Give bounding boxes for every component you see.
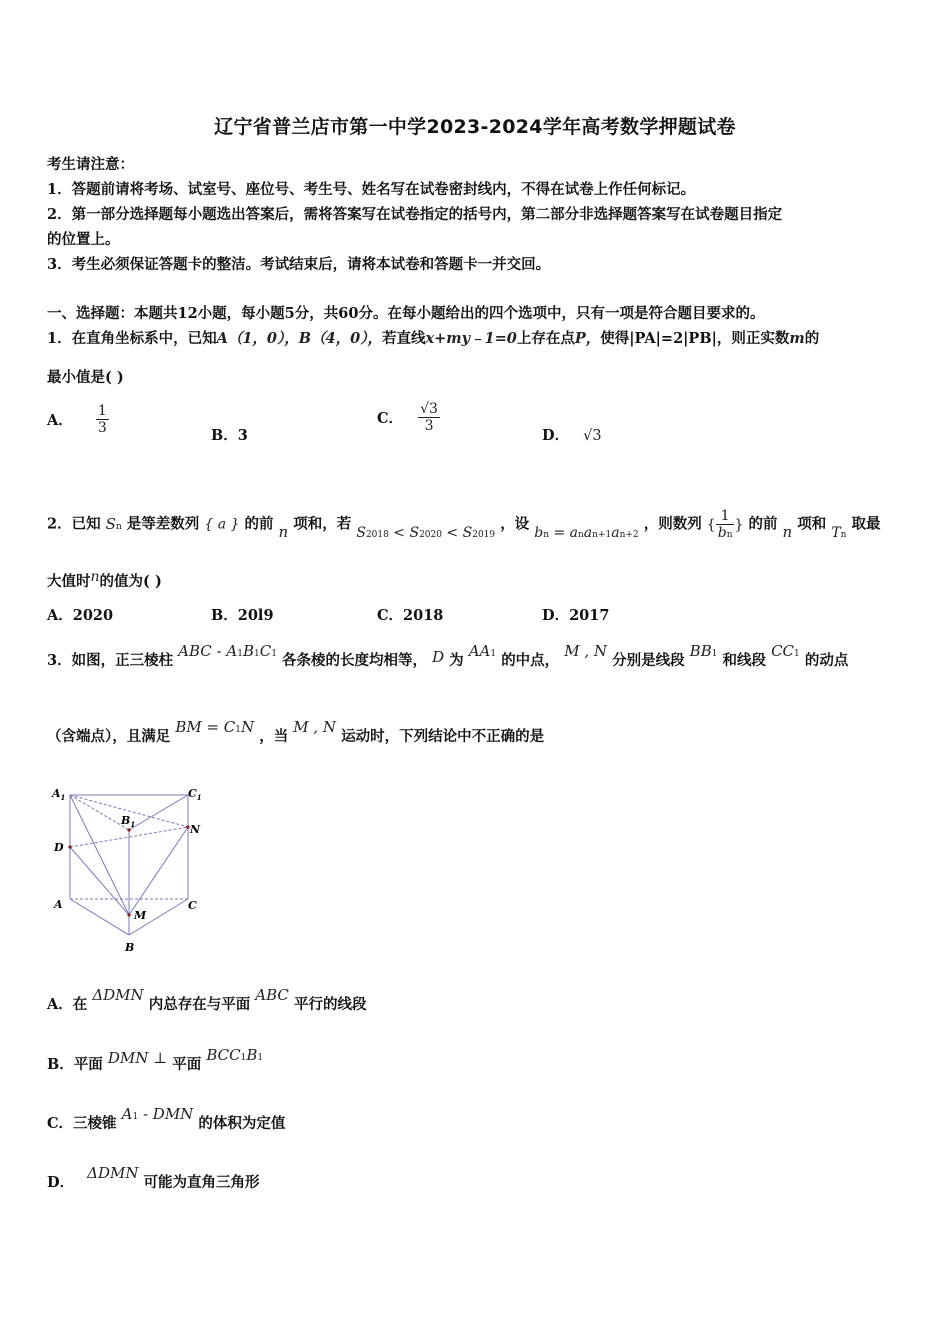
q1-option-a-fraction — [96, 403, 109, 436]
notice-heading: 考生请注意： — [47, 156, 134, 173]
q2-sum-t: Tn — [831, 524, 847, 541]
q3-edge-aa1: AA1 — [468, 642, 497, 660]
point-m-dot — [127, 913, 130, 916]
q1-option-b: B．3 — [211, 427, 248, 444]
q2-line2 — [47, 570, 162, 591]
q2-sum-s: Sn — [105, 514, 122, 533]
q2-sub-2019: 2019 — [472, 529, 496, 540]
q3-edge-cc1: CC1 — [771, 642, 800, 660]
prism-figure — [40, 775, 220, 960]
q2-reciprocal-seq: { $\frac{1}{bn}$ } — [706, 508, 744, 541]
q1-text-d: 使得|PA|=2|PB|，则正实数 — [600, 330, 790, 347]
q1-option-c-fraction — [418, 401, 440, 434]
fraction-denominator: 3 — [424, 418, 434, 434]
q2-n-3: n — [90, 569, 100, 585]
q3-points-mn: M , N — [564, 642, 608, 660]
q1-text-b: 若直线 — [381, 330, 426, 347]
q3-line2 — [47, 718, 545, 746]
q1-var-m: m — [789, 330, 805, 347]
q3-points-mn-2: M , N — [293, 718, 337, 736]
q3-option-a-mid: 内总存在与平面 — [148, 996, 251, 1013]
q1-point-b: B（4，0）， — [298, 330, 382, 347]
q3-option-b-label: B．平面 — [47, 1056, 103, 1073]
q2-text-4: 项和，若 — [293, 515, 352, 533]
q3-option-a-end: 平行的线段 — [293, 996, 367, 1013]
q2-sub-2018: 2018 — [365, 529, 389, 540]
label-b: B — [125, 941, 135, 954]
q3-text-1: 3．如图，正三棱柱 — [47, 652, 174, 669]
q2-sum-t-symbol: T — [831, 524, 841, 541]
q3-line2-c: 运动时，下列结论中不正确的是 — [341, 728, 545, 745]
q2-text-9: 取最 — [851, 515, 881, 533]
q3-option-a-plane: ABC — [255, 986, 289, 1004]
q3-option-b-mid: 平面 — [172, 1056, 202, 1073]
q2-text-1: 2．已知 — [47, 515, 101, 533]
q3-text-7: 的动点 — [804, 652, 849, 669]
q3-line2-b: ，当 — [259, 728, 289, 745]
q3-option-d-math: ΔDMN — [87, 1164, 139, 1182]
q1-option-a-label: A． — [47, 412, 73, 429]
q3-edge-cc1-symbol: CC — [771, 642, 795, 660]
q1-line2: 最小值是( ) — [47, 369, 124, 386]
q1-option-d-value: √3 — [583, 428, 602, 444]
segment-a1m — [70, 795, 129, 915]
q3-option-c-end: 的体积为定值 — [198, 1115, 286, 1132]
page-title: 辽宁省普兰店市第一中学2023-2024学年高考数学押题试卷 — [214, 116, 736, 138]
q2-option-c: C．2018 — [377, 607, 444, 624]
label-n: N — [190, 823, 201, 836]
q3-point-d: D — [432, 648, 445, 666]
q3-option-d-label: D． — [47, 1174, 75, 1191]
q3-option-a-label: A．在 — [47, 996, 88, 1013]
q2-text-3: 的前 — [244, 515, 274, 533]
q3-line1 — [47, 642, 849, 670]
q3-edge-bb1-symbol: BB — [689, 642, 712, 660]
notice-item-2-cont: 的位置上。 — [47, 231, 120, 248]
q3-option-a-math: ΔDMN — [92, 986, 144, 1004]
label-c1: $C_1$ — [188, 787, 202, 802]
q1-option-d — [542, 424, 602, 445]
q1-option-c-label: C． — [377, 410, 404, 427]
q3-text-4: 的中点， — [501, 652, 560, 669]
q3-text-5: 分别是线段 — [612, 652, 685, 669]
q2-option-b: B．20l9 — [211, 607, 274, 624]
q2-seq-a — [204, 517, 239, 533]
q2-sub-2020: 2020 — [419, 529, 442, 540]
label-m: M — [134, 909, 147, 922]
fraction-numerator: √3 — [420, 401, 438, 417]
notice-item-1: 1．答题前请将考场、试室号、座位号、考生号、姓名写在试卷密封线内，不得在试卷上作任何标记。 — [47, 181, 696, 198]
q3-option-b-math: DMN ⊥ — [107, 1049, 168, 1067]
q2-line1 — [47, 508, 881, 541]
q1-option-a — [47, 403, 109, 436]
q3-option-c-label: C．三棱锥 — [47, 1115, 117, 1132]
q3-option-b-plane: BCC1B1 — [206, 1046, 264, 1064]
q1-line-equation: x+my﹣1=0 — [425, 330, 517, 347]
fraction-numerator: 1 — [97, 403, 107, 419]
label-d: D — [54, 841, 64, 854]
q3-option-b — [47, 1046, 264, 1074]
label-b1: $B_1$ — [121, 814, 136, 829]
edge-b1c1 — [129, 795, 188, 830]
q1-point-a: A（1，0）， — [216, 330, 299, 347]
q1-line1 — [47, 327, 819, 348]
q1-option-d-label: D． — [542, 427, 570, 444]
q1-option-c — [377, 401, 440, 434]
q3-option-d-end: 可能为直角三角形 — [143, 1174, 260, 1191]
q1-text-c: 上存在点 — [516, 330, 575, 347]
q1-text-e: 的 — [804, 330, 820, 347]
q3-option-c — [47, 1105, 286, 1133]
segment-mn — [129, 827, 188, 915]
q2-option-a: A．2020 — [47, 607, 114, 624]
q3-text-2: 各条棱的长度均相等， — [282, 652, 427, 669]
q1-text-a: 1．在直角坐标系中，已知 — [47, 330, 217, 347]
q2-b-definition: bn = anan+1an+2 — [534, 524, 639, 541]
q3-text-3: 为 — [449, 652, 464, 669]
q3-option-a — [47, 986, 367, 1014]
q2-line2-a: 大值时 — [47, 573, 91, 590]
q2-option-d: D．2017 — [542, 607, 610, 624]
q2-n-2: n — [782, 522, 793, 541]
q3-option-c-math: A1 - DMN — [121, 1105, 194, 1123]
q3-prism: ABC - A1B1C1 — [178, 642, 277, 660]
notice-item-2: 2．第一部分选择题每小题选出答案后，需将答案写在试卷指定的括号内，第二部分非选择题答案写在试卷题目指定 — [47, 206, 783, 223]
q3-condition: BM = C1N — [175, 718, 255, 736]
q2-line2-b: 的值为( ) — [99, 573, 162, 590]
q3-text-6: 和线段 — [722, 652, 767, 669]
q2-n-1: n — [278, 522, 289, 541]
q2-text-8: 项和 — [797, 515, 827, 533]
q3-edge-bb1: BB1 — [689, 642, 718, 660]
q2-text-5: ，设 — [500, 515, 530, 533]
q3-line2-a: （含端点），且满足 — [47, 728, 171, 745]
notice-item-3: 3．考生必须保证答题卡的整洁。考试结束后，请将本试卷和答题卡一并交回。 — [47, 256, 551, 273]
q2-text-6: ，则数列 — [643, 515, 702, 533]
section-heading: 一、选择题：本题共12小题，每小题5分，共60分。在每小题给出的四个选项中，只有一项是符合题目要求的。 — [47, 305, 765, 322]
label-a1: $A_1$ — [52, 787, 66, 802]
q2-inequality: S2018 < S2020 < S2019 — [356, 524, 496, 541]
label-c: C — [188, 899, 197, 912]
q2-sum-s-symbol: S — [105, 514, 116, 533]
q2-text-2: 是等差数列 — [126, 515, 200, 533]
q2-seq-a-symbol: { a } — [204, 516, 240, 533]
q3-edge-aa1-symbol: AA — [468, 642, 491, 660]
label-a: A — [54, 898, 63, 911]
fraction-denominator: 3 — [97, 420, 107, 436]
point-d-dot — [68, 845, 71, 848]
fraction-numerator: 1 — [716, 508, 735, 525]
q1-point-p: P， — [574, 330, 601, 347]
fraction-denominator: b — [717, 525, 727, 541]
q2-text-7: 的前 — [748, 515, 778, 533]
q3-option-d — [47, 1164, 260, 1192]
